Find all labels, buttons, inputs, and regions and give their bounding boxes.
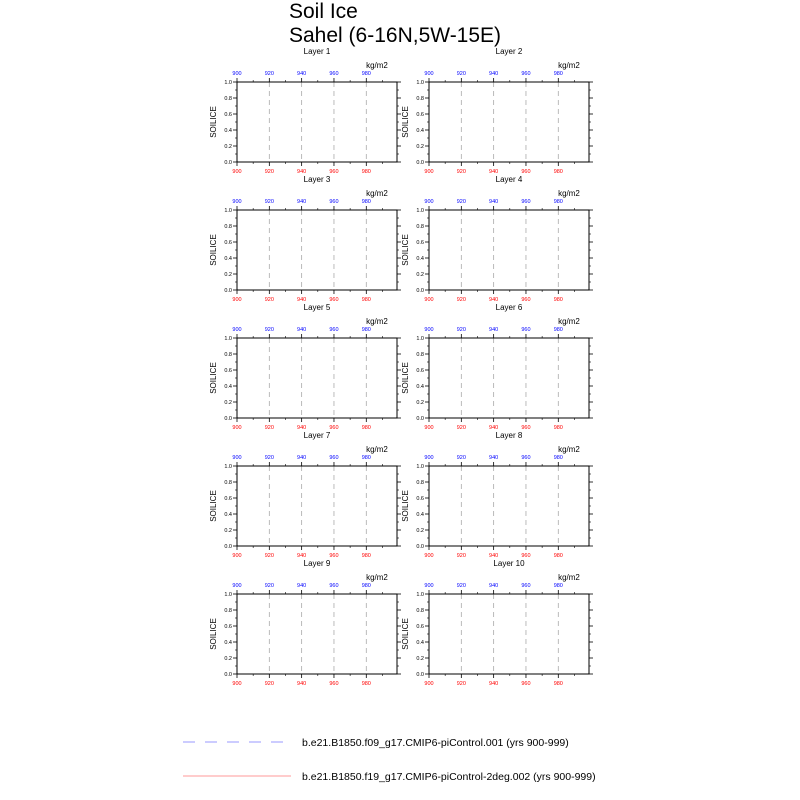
panel-2-xtick-label-top: 900 [424, 71, 434, 77]
panel-9-xtick-label-top: 980 [361, 583, 371, 589]
panel-4-xtick-label-top: 940 [489, 199, 499, 205]
panel-7-xtick-label-top: 940 [297, 455, 307, 461]
panel-10-xtick-label-bottom: 920 [456, 681, 466, 687]
panel-6-xtick-label-bottom: 900 [424, 425, 434, 431]
panel-9-xtick-label-top: 960 [329, 583, 339, 589]
panel-3-ytick-label: 0.0 [224, 288, 232, 294]
panel-1-xtick-label-bottom: 960 [329, 169, 339, 175]
panel-7-units: kg/m2 [366, 445, 388, 454]
panel-5-ytick-label: 0.8 [224, 352, 232, 358]
panel-10-xtick-label-bottom: 960 [521, 681, 531, 687]
panel-10-xtick-label-bottom: 940 [489, 681, 499, 687]
panel-8-xtick-label-bottom: 900 [424, 553, 434, 559]
panel-1-ytick-label: 0.6 [224, 112, 232, 118]
panel-5-ytick-label: 0.4 [224, 384, 232, 390]
panel-4-units: kg/m2 [558, 189, 580, 198]
panel-8-ylabel: SOILICE [401, 490, 410, 522]
panel-1-ytick-label: 0.0 [224, 160, 232, 166]
panel-1-xtick-label-bottom: 920 [264, 169, 274, 175]
panel-5-ytick-label: 0.6 [224, 368, 232, 374]
panel-1-xtick-label-bottom: 940 [297, 169, 307, 175]
panel-4-ytick-label: 0.6 [416, 240, 424, 246]
panel-9-frame [237, 594, 397, 674]
panel-10-ytick-label: 1.0 [416, 592, 424, 598]
panel-10-ytick-label: 0.4 [416, 640, 424, 646]
panel-6-ytick-label: 0.4 [416, 384, 424, 390]
panel-10-ytick-label: 0.0 [416, 672, 424, 678]
panel-4-xtick-label-top: 920 [456, 199, 466, 205]
panel-9-ylabel: SOILICE [209, 618, 218, 650]
panel-8-ytick-label: 0.4 [416, 512, 424, 518]
panel-2-ytick-label: 0.0 [416, 160, 424, 166]
panel-9-xtick-label-top: 900 [232, 583, 242, 589]
panel-2-ytick-label: 0.8 [416, 96, 424, 102]
panel-5-frame [237, 338, 397, 418]
panel-9-xtick-label-top: 940 [297, 583, 307, 589]
panel-4-xtick-label-bottom: 960 [521, 297, 531, 303]
panel-10-xtick-label-top: 940 [489, 583, 499, 589]
panel-1-units: kg/m2 [366, 61, 388, 70]
panel-1-frame [237, 82, 397, 162]
panel-10-ytick-label: 0.6 [416, 624, 424, 630]
panel-3-xtick-label-bottom: 960 [329, 297, 339, 303]
panel-6-units: kg/m2 [558, 317, 580, 326]
panel-6-ytick-label: 0.2 [416, 400, 424, 406]
panel-9-xtick-label-bottom: 980 [361, 681, 371, 687]
panel-5-xtick-label-bottom: 940 [297, 425, 307, 431]
panel-4-ytick-label: 1.0 [416, 208, 424, 214]
panel-1-xtick-label-bottom: 900 [232, 169, 242, 175]
panel-6-title: Layer 6 [495, 303, 523, 312]
panel-2-units: kg/m2 [558, 61, 580, 70]
panel-3-ytick-label: 0.8 [224, 224, 232, 230]
panel-7-ytick-label: 0.0 [224, 544, 232, 550]
panel-4-xtick-label-bottom: 920 [456, 297, 466, 303]
panel-8-xtick-label-top: 900 [424, 455, 434, 461]
panel-7-xtick-label-top: 920 [264, 455, 274, 461]
panel-8-ytick-label: 0.2 [416, 528, 424, 534]
panel-8-ytick-label: 0.0 [416, 544, 424, 550]
panel-4-title: Layer 4 [495, 175, 523, 184]
panel-10-xtick-label-top: 980 [553, 583, 563, 589]
panel-6-ytick-label: 1.0 [416, 336, 424, 342]
panel-9-xtick-label-bottom: 940 [297, 681, 307, 687]
panel-1-xtick-label-top: 920 [264, 71, 274, 77]
panel-3-ylabel: SOILICE [209, 234, 218, 266]
panel-1-ytick-label: 1.0 [224, 80, 232, 86]
panel-10-units: kg/m2 [558, 573, 580, 582]
panel-1-title: Layer 1 [303, 47, 331, 56]
panel-3-xtick-label-bottom: 940 [297, 297, 307, 303]
panel-9-xtick-label-top: 920 [264, 583, 274, 589]
panel-6-xtick-label-top: 900 [424, 327, 434, 333]
panel-3-frame [237, 210, 397, 290]
panel-2-xtick-label-bottom: 900 [424, 169, 434, 175]
panel-9-xtick-label-bottom: 960 [329, 681, 339, 687]
panel-10-title: Layer 10 [493, 559, 525, 568]
panel-10-ylabel: SOILICE [401, 618, 410, 650]
panel-6-frame [429, 338, 589, 418]
panel-1-ytick-label: 0.4 [224, 128, 232, 134]
panel-7-xtick-label-top: 960 [329, 455, 339, 461]
panel-6-xtick-label-bottom: 960 [521, 425, 531, 431]
panel-8-ytick-label: 1.0 [416, 464, 424, 470]
panel-7-ytick-label: 0.2 [224, 528, 232, 534]
panel-9-ytick-label: 0.6 [224, 624, 232, 630]
panel-7-xtick-label-top: 900 [232, 455, 242, 461]
panel-8-frame [429, 466, 589, 546]
panel-9-ytick-label: 0.8 [224, 608, 232, 614]
panel-8-ytick-label: 0.6 [416, 496, 424, 502]
panel-4-xtick-label-bottom: 980 [553, 297, 563, 303]
panel-8-xtick-label-top: 980 [553, 455, 563, 461]
panel-5-ytick-label: 0.0 [224, 416, 232, 422]
panel-4-ytick-label: 0.2 [416, 272, 424, 278]
panel-10-xtick-label-bottom: 900 [424, 681, 434, 687]
panel-4-frame [429, 210, 589, 290]
panel-5-title: Layer 5 [303, 303, 331, 312]
panel-1-ylabel: SOILICE [209, 106, 218, 138]
panel-4-xtick-label-top: 900 [424, 199, 434, 205]
panel-3-xtick-label-bottom: 900 [232, 297, 242, 303]
panel-3-ytick-label: 1.0 [224, 208, 232, 214]
legend-label-2: b.e21.B1850.f19_g17.CMIP6-piControl-2deg.002 (yrs 900-999) [302, 771, 596, 783]
panel-5-xtick-label-bottom: 900 [232, 425, 242, 431]
panel-2-ytick-label: 0.2 [416, 144, 424, 150]
panel-8-ytick-label: 0.8 [416, 480, 424, 486]
panel-5-xtick-label-top: 920 [264, 327, 274, 333]
panel-3-xtick-label-bottom: 980 [361, 297, 371, 303]
panel-9-title: Layer 9 [303, 559, 331, 568]
panel-8-xtick-label-top: 940 [489, 455, 499, 461]
panel-3-xtick-label-top: 900 [232, 199, 242, 205]
panel-8-units: kg/m2 [558, 445, 580, 454]
panel-6-ytick-label: 0.0 [416, 416, 424, 422]
panel-7-frame [237, 466, 397, 546]
panel-4-xtick-label-top: 960 [521, 199, 531, 205]
figure-title: Soil Ice [289, 0, 358, 23]
panel-4-xtick-label-bottom: 940 [489, 297, 499, 303]
panel-4-ylabel: SOILICE [401, 234, 410, 266]
panel-8-title: Layer 8 [495, 431, 523, 440]
panel-6-ylabel: SOILICE [401, 362, 410, 394]
panel-4-ytick-label: 0.8 [416, 224, 424, 230]
panel-6-xtick-label-bottom: 940 [489, 425, 499, 431]
panel-10-ytick-label: 0.8 [416, 608, 424, 614]
panel-1-xtick-label-bottom: 980 [361, 169, 371, 175]
panel-3-ytick-label: 0.2 [224, 272, 232, 278]
panel-7-ylabel: SOILICE [209, 490, 218, 522]
panel-5-xtick-label-top: 960 [329, 327, 339, 333]
panel-2-xtick-label-bottom: 940 [489, 169, 499, 175]
panel-2-ytick-label: 1.0 [416, 80, 424, 86]
panel-5-units: kg/m2 [366, 317, 388, 326]
panel-7-ytick-label: 0.6 [224, 496, 232, 502]
panel-7-xtick-label-bottom: 940 [297, 553, 307, 559]
panel-7-xtick-label-bottom: 900 [232, 553, 242, 559]
panel-5-xtick-label-bottom: 980 [361, 425, 371, 431]
panel-2-frame [429, 82, 589, 162]
panel-4-xtick-label-bottom: 900 [424, 297, 434, 303]
panel-6-ytick-label: 0.8 [416, 352, 424, 358]
panel-9-xtick-label-bottom: 920 [264, 681, 274, 687]
panel-2-xtick-label-top: 940 [489, 71, 499, 77]
panel-7-xtick-label-bottom: 920 [264, 553, 274, 559]
panel-6-xtick-label-bottom: 920 [456, 425, 466, 431]
panel-3-xtick-label-top: 940 [297, 199, 307, 205]
panel-1-xtick-label-top: 960 [329, 71, 339, 77]
panel-2-ytick-label: 0.4 [416, 128, 424, 134]
panel-5-xtick-label-top: 900 [232, 327, 242, 333]
panel-8-xtick-label-top: 920 [456, 455, 466, 461]
panel-3-ytick-label: 0.4 [224, 256, 232, 262]
panel-2-xtick-label-top: 980 [553, 71, 563, 77]
panel-9-ytick-label: 0.2 [224, 656, 232, 662]
figure-subtitle: Sahel (6-16N,5W-15E) [289, 24, 502, 47]
panel-1-xtick-label-top: 940 [297, 71, 307, 77]
panel-6-xtick-label-top: 960 [521, 327, 531, 333]
panel-7-xtick-label-bottom: 980 [361, 553, 371, 559]
panel-9-ytick-label: 0.0 [224, 672, 232, 678]
panel-3-units: kg/m2 [366, 189, 388, 198]
panel-5-xtick-label-bottom: 920 [264, 425, 274, 431]
panel-2-xtick-label-top: 920 [456, 71, 466, 77]
panel-2-xtick-label-bottom: 980 [553, 169, 563, 175]
panel-7-ytick-label: 1.0 [224, 464, 232, 470]
panel-7-ytick-label: 0.4 [224, 512, 232, 518]
panel-10-xtick-label-top: 900 [424, 583, 434, 589]
legend-label-1: b.e21.B1850.f09_g17.CMIP6-piControl.001 (yrs 900-999) [302, 737, 569, 749]
panel-9-units: kg/m2 [366, 573, 388, 582]
panel-10-xtick-label-top: 920 [456, 583, 466, 589]
panel-8-xtick-label-bottom: 940 [489, 553, 499, 559]
panel-10-xtick-label-top: 960 [521, 583, 531, 589]
panel-7-xtick-label-bottom: 960 [329, 553, 339, 559]
panel-6-xtick-label-top: 940 [489, 327, 499, 333]
panel-9-xtick-label-bottom: 900 [232, 681, 242, 687]
panel-7-title: Layer 7 [303, 431, 331, 440]
panel-5-xtick-label-top: 980 [361, 327, 371, 333]
panel-7-xtick-label-top: 980 [361, 455, 371, 461]
panel-10-xtick-label-bottom: 980 [553, 681, 563, 687]
panel-5-ylabel: SOILICE [209, 362, 218, 394]
panel-4-ytick-label: 0.0 [416, 288, 424, 294]
panel-8-xtick-label-top: 960 [521, 455, 531, 461]
panel-1-xtick-label-top: 980 [361, 71, 371, 77]
panel-6-xtick-label-top: 920 [456, 327, 466, 333]
panel-10-ytick-label: 0.2 [416, 656, 424, 662]
panel-2-xtick-label-bottom: 920 [456, 169, 466, 175]
panel-4-ytick-label: 0.4 [416, 256, 424, 262]
panel-1-ytick-label: 0.8 [224, 96, 232, 102]
panel-3-title: Layer 3 [303, 175, 331, 184]
panel-4-xtick-label-top: 980 [553, 199, 563, 205]
panel-1-xtick-label-top: 900 [232, 71, 242, 77]
panel-3-xtick-label-top: 960 [329, 199, 339, 205]
panel-2-ylabel: SOILICE [401, 106, 410, 138]
panel-6-xtick-label-bottom: 980 [553, 425, 563, 431]
panel-1-ytick-label: 0.2 [224, 144, 232, 150]
panel-10-frame [429, 594, 589, 674]
panel-7-ytick-label: 0.8 [224, 480, 232, 486]
panel-6-ytick-label: 0.6 [416, 368, 424, 374]
panel-8-xtick-label-bottom: 980 [553, 553, 563, 559]
panel-6-xtick-label-top: 980 [553, 327, 563, 333]
panel-3-xtick-label-top: 920 [264, 199, 274, 205]
panel-2-title: Layer 2 [495, 47, 523, 56]
panel-3-ytick-label: 0.6 [224, 240, 232, 246]
panel-5-xtick-label-top: 940 [297, 327, 307, 333]
panel-8-xtick-label-bottom: 920 [456, 553, 466, 559]
panel-5-xtick-label-bottom: 960 [329, 425, 339, 431]
panel-5-ytick-label: 0.2 [224, 400, 232, 406]
panel-9-ytick-label: 1.0 [224, 592, 232, 598]
panel-2-ytick-label: 0.6 [416, 112, 424, 118]
panel-2-xtick-label-top: 960 [521, 71, 531, 77]
panel-5-ytick-label: 1.0 [224, 336, 232, 342]
panel-3-xtick-label-top: 980 [361, 199, 371, 205]
panel-9-ytick-label: 0.4 [224, 640, 232, 646]
panel-8-xtick-label-bottom: 960 [521, 553, 531, 559]
panel-2-xtick-label-bottom: 960 [521, 169, 531, 175]
panel-3-xtick-label-bottom: 920 [264, 297, 274, 303]
